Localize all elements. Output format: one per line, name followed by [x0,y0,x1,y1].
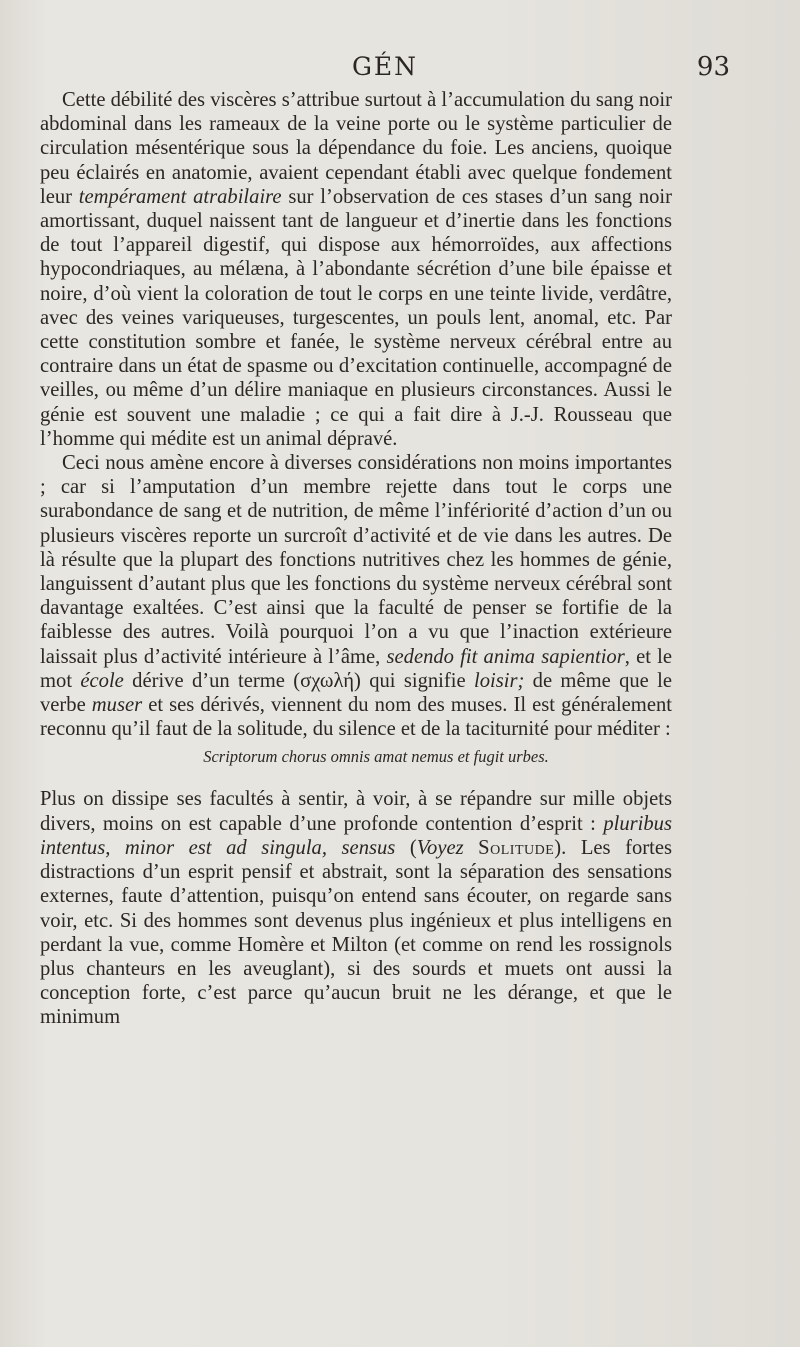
paragraph-2-text-a: Ceci nous amène encore à diverses considérations non moins importantes ; car si l’amputation d’un membre rejette dans tout le corps une surabondance de sang et de nutrition, de même l’infériorité d’action d’un ou plusieurs viscères reporte un surcroît d’activité et de vie dans les autres. De là résulte que la plupart des fonctions nutritives chez les hommes de génie, languissent d’autant plus que les fonctions du système nerveux cérébral sont davantage exaltées. C’est ainsi que la faculté de penser se fortifie de la faiblesse des autres. Voilà pourquoi l’on a vu que l’inaction extérieure laissait plus d’activité intérieure à l’âme, [40,452,672,668]
paragraph-3-text-g: ). Les fortes distractions d’un esprit pensif et abstrait, sont la séparation des sensations externes, faute d’attention, puisqu’on entend sans écouter, on regarde sans voir, etc. Si des hommes sont devenus plus ingénieux et plus intelligens en perdant la vue, comme Homère et Milton (et comme on rend les rossignols plus chanteurs en les aveuglant), si des sourds et muets ont aussi la conception forte, c’est parce qu’aucun bruit ne les dérange, et que le minimum [40,836,672,1029]
paragraph-2-italic-ecole: école [80,669,124,692]
cross-reference-solitude: Solitude [478,836,555,859]
page-header [40,52,730,88]
paragraph-2-italic-muser: muser [91,694,143,717]
paragraph-3-text-a: Plus on dissipe ses facultés à sentir, à voir, à se répandre sur mille objets divers, moins on est capable d’une profonde contention d’esprit : [40,788,672,835]
paragraph-2-text-g: de même que le verbe [40,669,673,717]
paragraph-1 [40,88,672,451]
paragraph-2-italic-loisir: loisir; [473,669,525,692]
page-body [40,88,672,1030]
paragraph-1-text-a: Cette débilité des viscères s’attribue surtout à l’accumulation du sang noir abdominal dans les rameaux de la veine porte ou le système particulier de circulation mésentérique sous la dépendance du foie. Les anciens, quoique peu éclairés en anatomie, avaient cependant établi avec quelque fondement leur [40,89,672,208]
paragraph-3 [40,787,672,1029]
paragraph-2-text-e: dérive d’un terme (σχωλή) qui signifie [123,669,474,692]
paragraph-1-text-c: sur l’observation de ces stases d’un sang noir amortissant, duquel naissent tant de langueur et d’inertie dans les fonctions de tout l’appareil digestif, qui dispose aux hémorroïdes, aux affections hypocondriaques, au mélæna, à l’abondante sécrétion d’une bile épaisse et noire, d’où vient la coloration de tout le corps en une teinte livide, verdâtre, avec des veines variqueuses, turgescentes, un pouls lent, anomal, etc. Par cette constitution sombre et fanée, le système nerveux cérébral entre au contraire dans un état de spasme ou d’excitation continuelle, accompagné de veilles, ou même d’un délire maniaque en plusieurs circonstances. Aussi le génie est souvent une maladie ; ce qui a fait dire à J.-J. Rousseau que l’homme qui médite est un animal dépravé. [40,185,672,450]
latin-verse-quote: Scriptorum chorus omnis amat nemus et fugit urbes. [203,747,549,767]
paragraph-3-text-c: ( [395,836,417,859]
paragraph-3-text-e [464,837,479,859]
page-number: 93 [696,52,730,82]
paragraph-2-text-c: , et le mot [40,645,672,692]
paragraph-1-italic-term: tempérament atrabilaire [78,185,282,208]
running-head: GÉN [351,52,419,81]
paragraph-2-text-i: et ses dérivés, viennent du nom des muses. Il est généralement reconnu qu’il faut de la solitude, du silence et de la taciturnité pour méditer : [40,694,672,741]
paragraph-2-italic-latin: sedendo fit anima sapientior [386,645,625,668]
paragraph-3-italic-voyez: Voyez [416,836,464,859]
paragraph-3-italic-latin: pluribus intentus, minor est ad singula, sensus [40,812,672,859]
paragraph-2 [40,451,672,741]
